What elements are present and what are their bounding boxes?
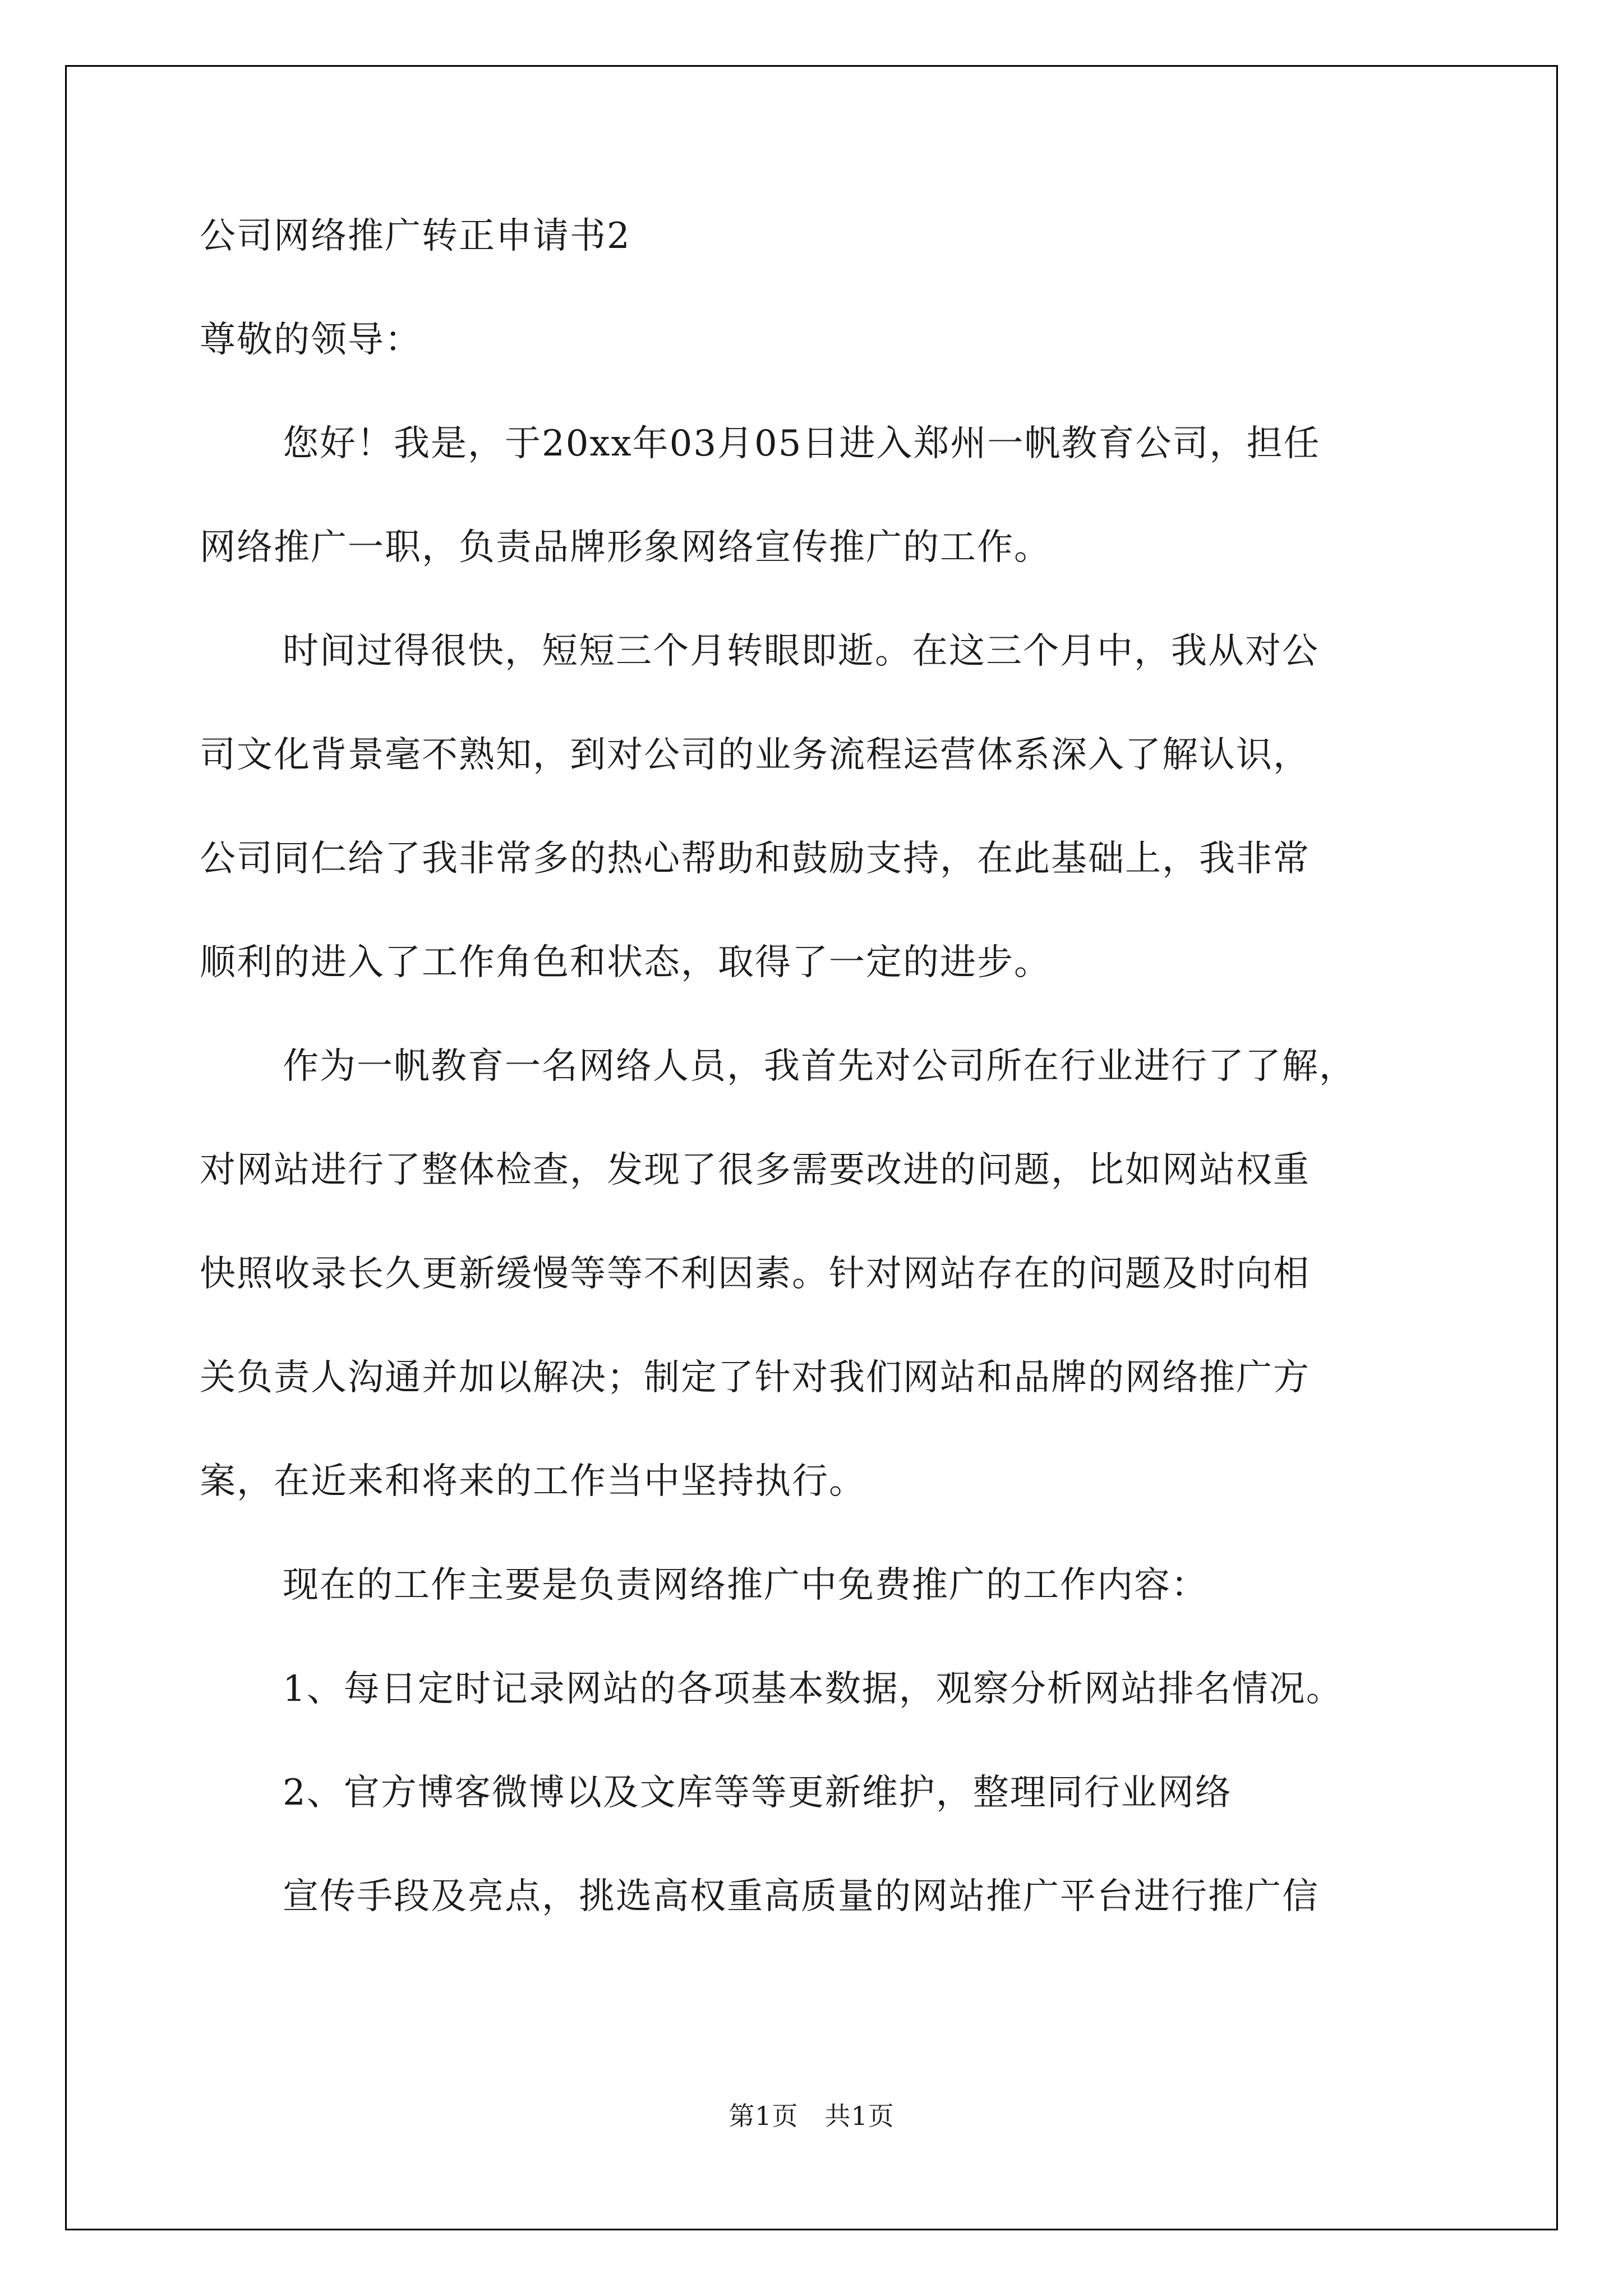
paragraph-line: 您好！我是，于20xx年03月05日进入郑州一帆教育公司，担任 <box>283 423 1321 464</box>
paragraph-line: 公司同仁给了我非常多的热心帮助和鼓励支持，在此基础上，我非常 <box>200 838 1310 880</box>
paragraph-line: 作为一帆教育一名网络人员，我首先对公司所在行业进行了了解， <box>283 1046 1356 1087</box>
list-item: 2、官方博客微博以及文库等等更新维护，整理同行业网络 <box>283 1772 1232 1814</box>
paragraph-line: 宣传手段及亮点，挑选高权重高质量的网站推广平台进行推广信 <box>283 1876 1319 1917</box>
paragraph-line: 关负责人沟通并加以解决；制定了针对我们网站和品牌的网络推广方 <box>200 1357 1310 1398</box>
paragraph-line: 顺利的进入了工作角色和状态，取得了一定的进步。 <box>200 942 1051 983</box>
paragraph-line: 现在的工作主要是负责网络推广中免费推广的工作内容： <box>283 1565 1208 1606</box>
list-item: 1、每日定时记录网站的各项基本数据，观察分析网站排名情况。 <box>283 1668 1343 1710</box>
salutation: 尊敬的领导： <box>200 319 422 361</box>
paragraph-line: 案，在近来和将来的工作当中坚持执行。 <box>200 1461 866 1502</box>
document-title: 公司网络推广转正申请书2 <box>200 215 631 257</box>
page-number: 第1页 共1页 <box>728 2101 895 2131</box>
paragraph-line: 时间过得很快，短短三个月转眼即逝。在这三个月中，我从对公 <box>283 631 1319 672</box>
paragraph-line: 司文化背景毫不熟知，到对公司的业务流程运营体系深入了解认识， <box>200 734 1310 776</box>
paragraph-line: 对网站进行了整体检查，发现了很多需要改进的问题，比如网站权重 <box>200 1149 1310 1191</box>
document-body <box>200 211 1428 1975</box>
paragraph-line: 快照收录长久更新缓慢等等不利因素。针对网站存在的问题及时向相 <box>200 1253 1310 1295</box>
paragraph-line: 网络推广一职，负责品牌形象网络宣传推广的工作。 <box>200 527 1051 568</box>
